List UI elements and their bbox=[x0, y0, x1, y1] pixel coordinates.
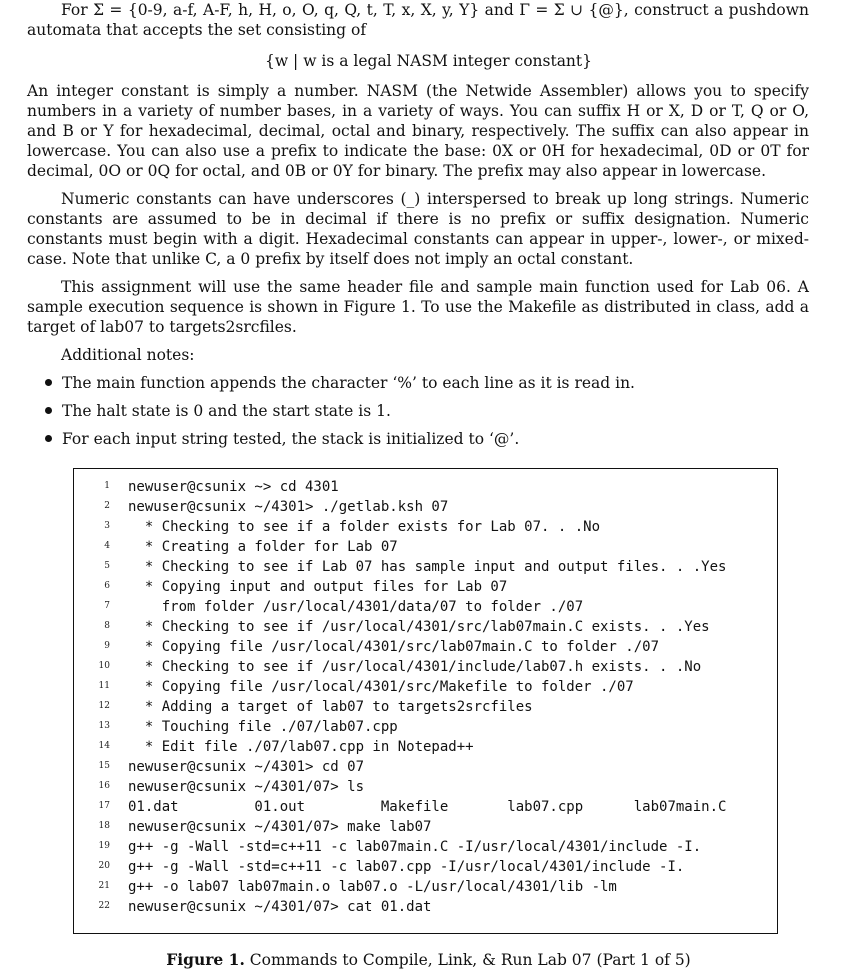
note-text: The main function appends the character ‘%’ to each line as it is read in. bbox=[62, 374, 635, 392]
line-text: from folder /usr/local/4301/data/07 to folder ./07 bbox=[128, 599, 584, 615]
code-listing bbox=[73, 468, 778, 934]
line-text: * Copying file /usr/local/4301/src/Makefile to folder ./07 bbox=[128, 679, 634, 695]
figure-caption-text: Commands to Compile, Link, & Run Lab 07 (Part 1 of 5) bbox=[249, 951, 691, 969]
line-text: newuser@csunix ~> cd 4301 bbox=[128, 479, 339, 495]
line-number: 2 bbox=[104, 501, 110, 511]
intro-sentence: For Σ = {0-9, a-f, A-F, h, H, o, O, q, Q, t, T, x, X, y, Y} and Γ = Σ ∪ {@}, construct a pushdown automata that accepts the set consisting of bbox=[27, 1, 809, 39]
line-text: newuser@csunix ~/4301> ./getlab.ksh 07 bbox=[128, 499, 449, 515]
line-text: newuser@csunix ~/4301> cd 07 bbox=[128, 759, 365, 775]
list-item bbox=[44, 401, 804, 429]
line-text: * Checking to see if a folder exists for Lab 07. . .No bbox=[128, 519, 601, 535]
line-number: 6 bbox=[104, 581, 110, 591]
figure-caption bbox=[0, 950, 857, 969]
line-number: 10 bbox=[98, 661, 110, 671]
line-text: * Checking to see if /usr/local/4301/src/lab07main.C exists. . .Yes bbox=[128, 619, 710, 635]
list-item bbox=[44, 373, 804, 401]
line-text: g++ -g -Wall -std=c++11 -c lab07main.C -I/usr/local/4301/include -I. bbox=[128, 839, 702, 855]
intro-paragraph bbox=[27, 0, 809, 40]
line-text: * Touching file ./07/lab07.cpp bbox=[128, 719, 398, 735]
paragraph-underscores bbox=[27, 189, 809, 269]
line-number: 11 bbox=[98, 681, 110, 691]
line-text: * Edit file ./07/lab07.cpp in Notepad++ bbox=[128, 739, 474, 755]
line-text: * Checking to see if /usr/local/4301/include/lab07.h exists. . .No bbox=[128, 659, 702, 675]
line-text: newuser@csunix ~/4301/07> ls bbox=[128, 779, 365, 795]
line-number: 20 bbox=[98, 861, 110, 871]
line-text: g++ -g -Wall -std=c++11 -c lab07.cpp -I/usr/local/4301/include -I. bbox=[128, 859, 685, 875]
line-text: * Checking to see if Lab 07 has sample input and output files. . .Yes bbox=[128, 559, 727, 575]
line-text: g++ -o lab07 lab07main.o lab07.o -L/usr/local/4301/lib -lm bbox=[128, 879, 617, 895]
line-number: 22 bbox=[98, 901, 110, 911]
line-text: newuser@csunix ~/4301/07> make lab07 bbox=[128, 819, 432, 835]
line-number: 19 bbox=[98, 841, 110, 851]
line-text: 01.dat 01.out Makefile lab07.cpp lab07main.C bbox=[128, 799, 727, 815]
line-number: 13 bbox=[98, 721, 110, 731]
line-number: 18 bbox=[98, 821, 110, 831]
line-number: 4 bbox=[104, 541, 110, 551]
line-number: 14 bbox=[98, 741, 110, 751]
bullet-icon bbox=[45, 407, 52, 414]
line-text: * Creating a folder for Lab 07 bbox=[128, 539, 398, 555]
line-number: 12 bbox=[98, 701, 110, 711]
line-number: 9 bbox=[104, 641, 110, 651]
paragraph-assignment-text: This assignment will use the same header file and sample main function used for Lab 06. A sample execution sequence is shown in Figure 1. To use the Makefile as distributed in class, add a target of lab07 to targets2srcfiles. bbox=[27, 278, 809, 336]
notes-heading bbox=[61, 345, 195, 365]
line-number: 16 bbox=[98, 781, 110, 791]
line-number: 5 bbox=[104, 561, 110, 571]
note-text: The halt state is 0 and the start state is 1. bbox=[62, 402, 391, 420]
line-number: 15 bbox=[98, 761, 110, 771]
line-text: * Copying input and output files for Lab 07 bbox=[128, 579, 508, 595]
line-text: newuser@csunix ~/4301/07> cat 01.dat bbox=[128, 899, 432, 915]
bullet-icon bbox=[45, 435, 52, 442]
line-number: 8 bbox=[104, 621, 110, 631]
figure-label: Figure 1. bbox=[166, 950, 245, 969]
bullet-icon bbox=[45, 379, 52, 386]
line-number: 3 bbox=[104, 521, 110, 531]
set-expression bbox=[0, 51, 857, 71]
note-text: For each input string tested, the stack is initialized to ‘@’. bbox=[62, 430, 520, 448]
list-item bbox=[44, 429, 804, 457]
paragraph-number-bases-text: An integer constant is simply a number. NASM (the Netwide Assembler) allows you to specify numbers in a variety of number bases, in a variety of ways. You can suffix H or X, D or T, Q or O, and B or Y for hexadecimal, decimal, octal and binary, respectively. The suffix can also appear in lowercase. You can also use a prefix to indicate the base: 0X or 0H for hexadecimal, 0D or 0T for decimal, 0O or 0Q for octal, and 0B or 0Y for binary. The prefix may also appear in lowercase. bbox=[27, 82, 809, 180]
line-number: 7 bbox=[104, 601, 110, 611]
line-number: 1 bbox=[104, 481, 110, 491]
notes-list bbox=[44, 373, 804, 457]
notes-heading-text: Additional notes: bbox=[61, 346, 195, 364]
paragraph-assignment bbox=[27, 277, 809, 337]
paragraph-underscores-text: Numeric constants can have underscores (_) interspersed to break up long strings. Numeric constants are assumed to be in decimal if there is no prefix or suffix designation. Numeric constants must begin with a digit. Hexadecimal constants can appear in upper-, lower-, or mixed-case. Note that unlike C, a 0 prefix by itself does not imply an octal constant. bbox=[27, 190, 809, 268]
set-expression-text: {w | w is a legal NASM integer constant} bbox=[264, 52, 593, 70]
line-text: * Copying file /usr/local/4301/src/lab07main.C to folder ./07 bbox=[128, 639, 660, 655]
line-number: 21 bbox=[98, 881, 110, 891]
paragraph-number-bases bbox=[27, 81, 809, 181]
line-text: * Adding a target of lab07 to targets2srcfiles bbox=[128, 699, 533, 715]
line-number: 17 bbox=[98, 801, 110, 811]
